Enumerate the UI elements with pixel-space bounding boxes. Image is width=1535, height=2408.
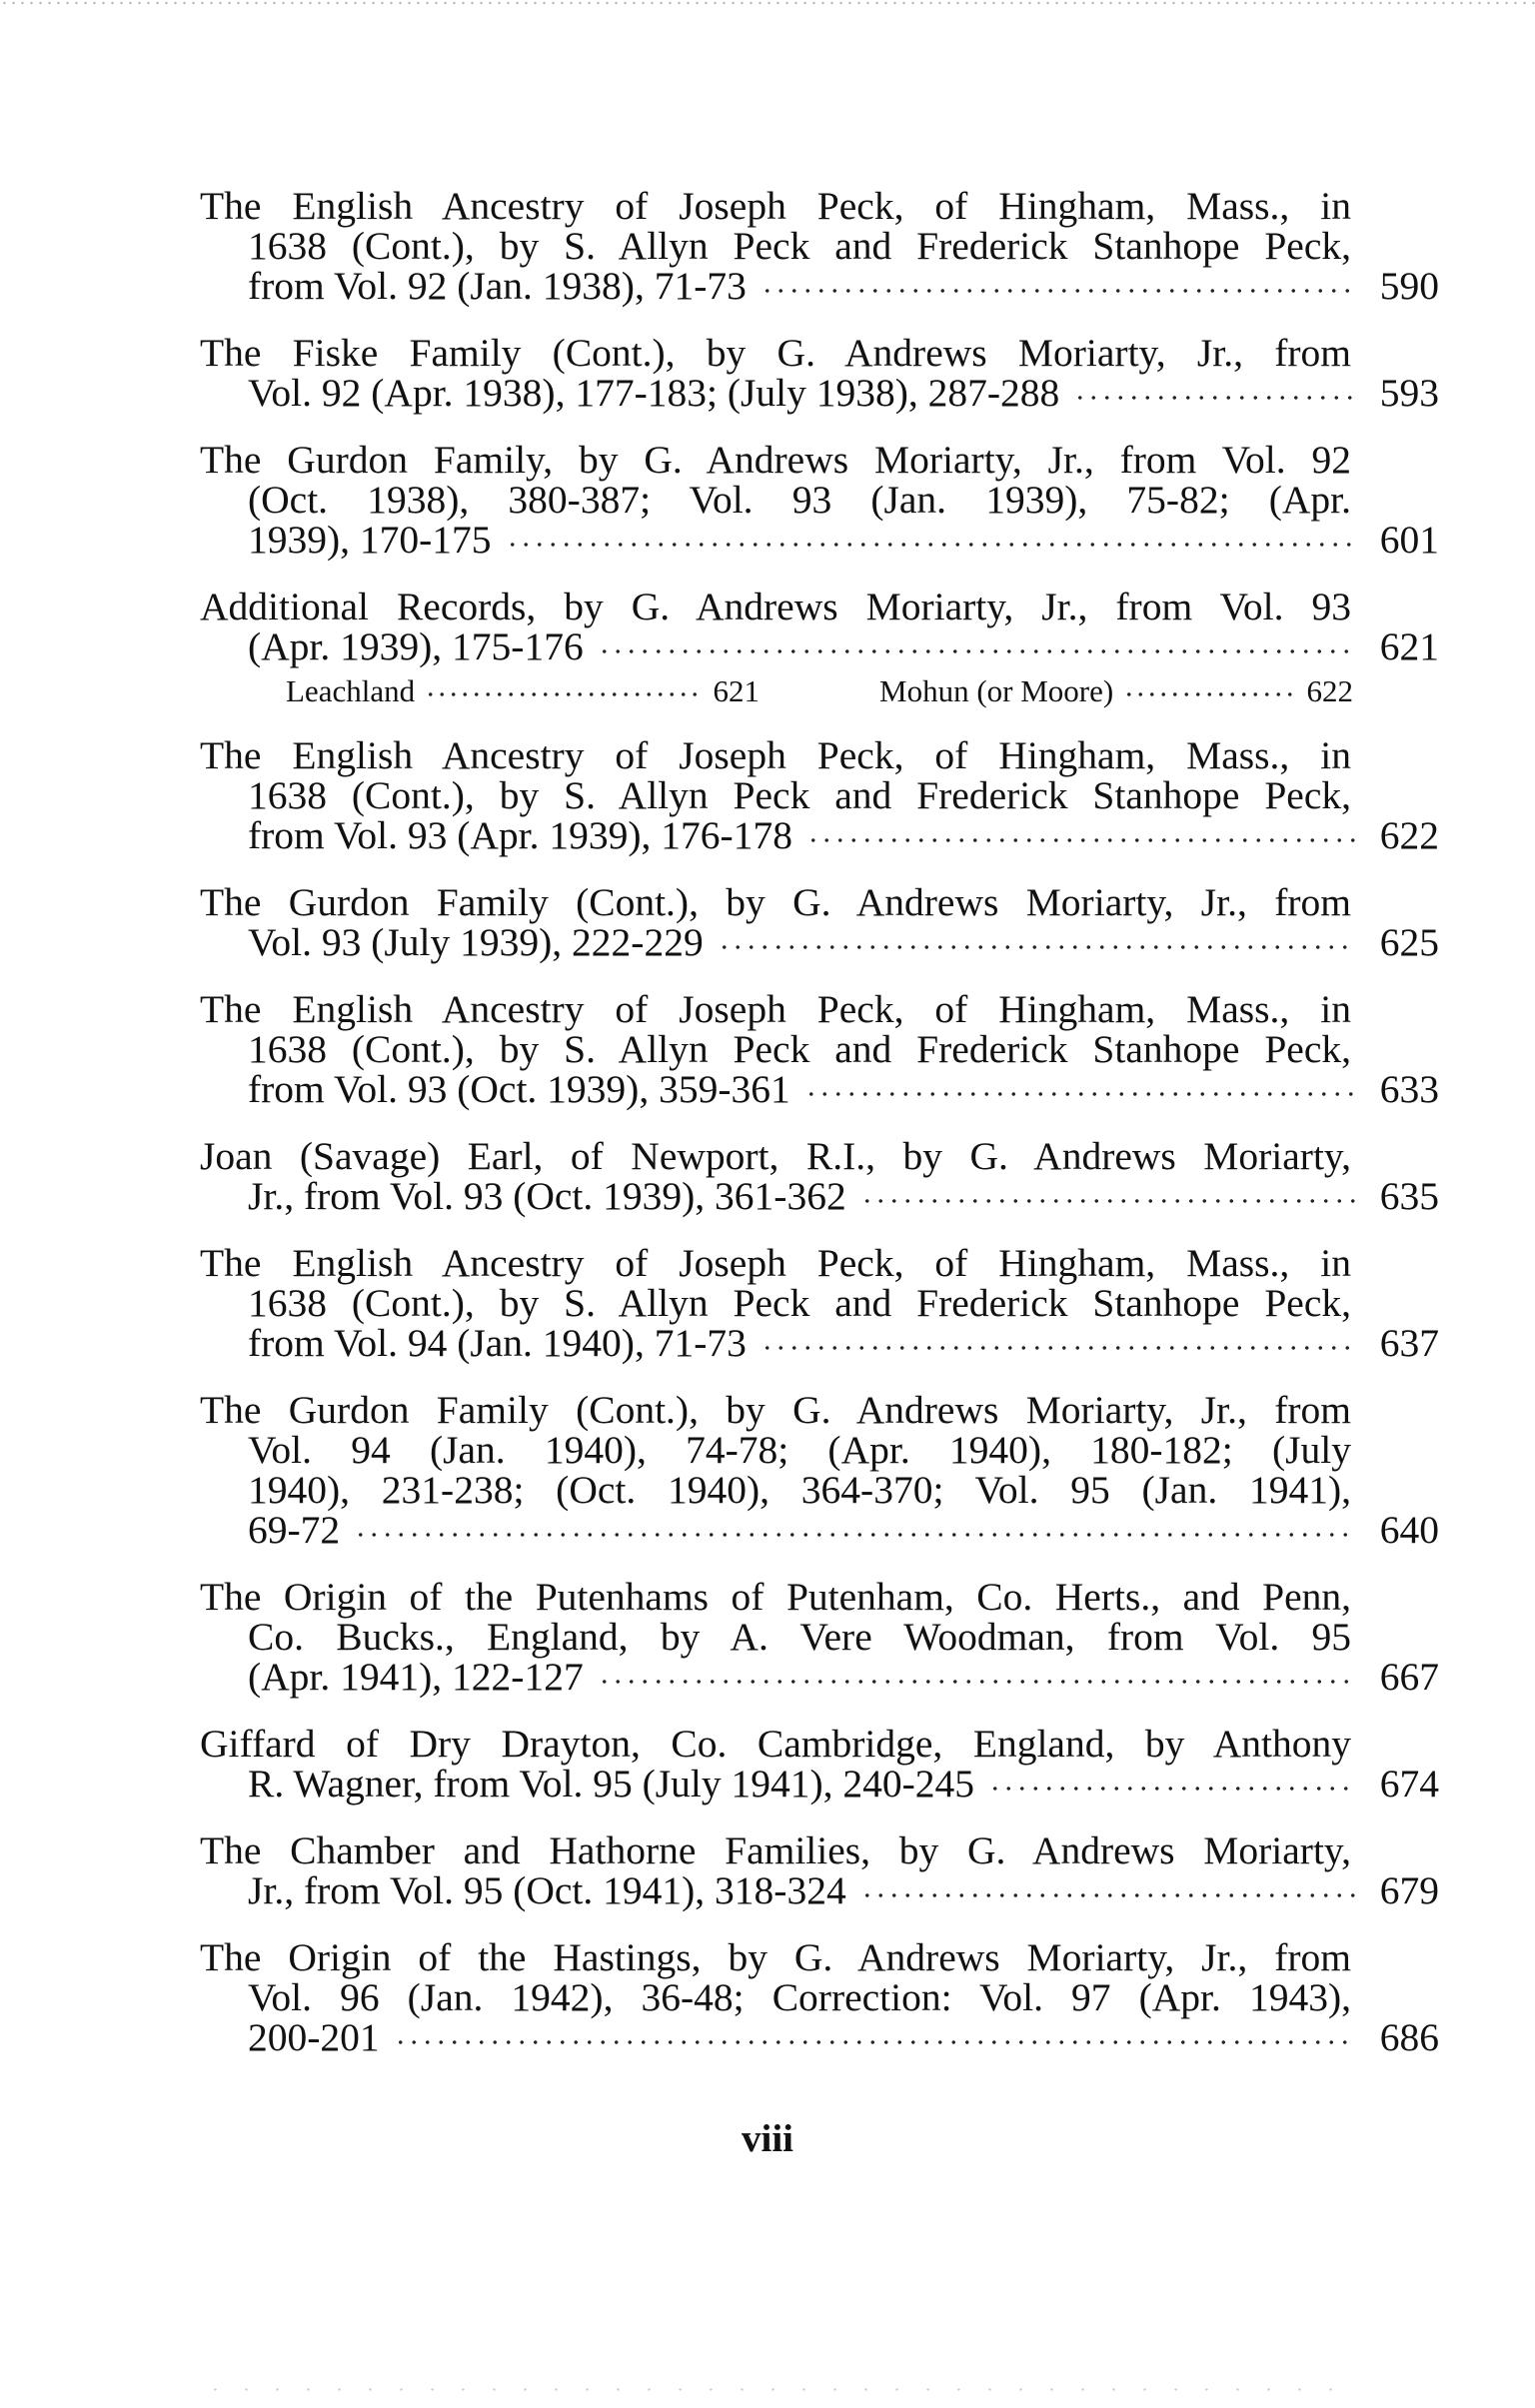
toc-entry-text: (Apr. 1941), 122-127 xyxy=(248,1655,584,1699)
toc-entry xyxy=(200,1243,1439,1363)
toc-entry xyxy=(200,1830,1439,1910)
dot-leader xyxy=(506,528,1355,552)
toc-entry-text: (Oct. 1938), 380-387; Vol. 93 (Jan. 1939), 75-82; (Apr. xyxy=(248,478,1351,522)
toc-entry-line xyxy=(200,2017,1439,2057)
dot-leader xyxy=(354,1518,1355,1542)
toc-entry-line xyxy=(200,1617,1351,1657)
toc-entry-line xyxy=(200,226,1351,266)
toc-page-number: 667 xyxy=(1379,1655,1439,1699)
toc-entry xyxy=(200,735,1439,855)
toc-entry-line xyxy=(200,1870,1439,1910)
toc-entry-text: The English Ancestry of Joseph Peck, of Hingham, Mass., in xyxy=(200,1241,1351,1285)
toc-entry-text: Co. Bucks., England, by A. Vere Woodman, from Vol. 95 xyxy=(248,1615,1351,1659)
toc-entry xyxy=(200,1577,1439,1697)
toc-entry-line xyxy=(200,520,1439,560)
toc-entry xyxy=(200,1937,1439,2057)
toc-entry-text: Additional Records, by G. Andrews Moriarty, Jr., from Vol. 93 xyxy=(200,585,1351,628)
toc-entry-line xyxy=(200,1937,1351,1977)
toc-page-number: 590 xyxy=(1379,264,1439,308)
toc-page-number: 686 xyxy=(1379,2015,1439,2059)
toc-entry-line xyxy=(200,1323,1439,1363)
toc-entry-line xyxy=(200,1724,1351,1764)
dot-leader xyxy=(425,682,703,700)
toc-entry-text: The Gurdon Family (Cont.), by G. Andrews Moriarty, Jr., from xyxy=(200,1388,1351,1432)
dot-leader xyxy=(761,1331,1355,1355)
toc-entry-line xyxy=(200,989,1351,1029)
dot-leader xyxy=(804,1077,1355,1101)
toc-page-number: 601 xyxy=(1379,518,1439,562)
toc-subentry-label: Leachland xyxy=(286,673,416,708)
toc-entry-text: 69-72 xyxy=(248,1508,341,1552)
toc-entry xyxy=(200,587,1439,708)
toc-entry-line xyxy=(200,735,1351,775)
toc-entry-line xyxy=(200,882,1351,922)
dot-leader xyxy=(988,1772,1355,1796)
toc-entry-line xyxy=(200,1243,1351,1283)
toc-entry-line xyxy=(200,1977,1351,2017)
toc-entry-text: The Origin of the Hastings, by G. Andrews Moriarty, Jr., from xyxy=(200,1935,1351,1979)
toc-entry-text: The English Ancestry of Joseph Peck, of Hingham, Mass., in xyxy=(200,184,1351,228)
toc-entry-text: The Origin of the Putenhams of Putenham, Co. Herts., and Penn, xyxy=(200,1575,1351,1619)
toc-entry-text: Jr., from Vol. 95 (Oct. 1941), 318-324 xyxy=(248,1868,846,1912)
dot-leader xyxy=(598,1665,1355,1689)
toc-entry-text: 1940), 231-238; (Oct. 1940), 364-370; Vol. 95 (Jan. 1941), xyxy=(248,1468,1351,1512)
toc-entry-line xyxy=(200,1830,1351,1870)
toc-entry xyxy=(200,1390,1439,1550)
scan-artifact-top xyxy=(0,0,1535,6)
toc-entry-line xyxy=(200,186,1351,226)
dot-leader xyxy=(860,1184,1355,1208)
toc-entry-text: Vol. 93 (July 1939), 222-229 xyxy=(248,920,704,964)
toc-page-number: 637 xyxy=(1379,1321,1439,1365)
toc-entry-line xyxy=(200,1764,1439,1804)
dot-leader xyxy=(860,1878,1355,1902)
toc-entry-text: 1939), 170-175 xyxy=(248,518,492,562)
toc-entry-line xyxy=(200,1430,1351,1470)
toc-entry-line xyxy=(200,1069,1439,1109)
toc-page-number: 679 xyxy=(1379,1868,1439,1912)
toc-page-number: 593 xyxy=(1379,371,1439,415)
toc-entry-line xyxy=(200,440,1351,480)
toc-entry xyxy=(200,882,1439,962)
toc-entry-line xyxy=(200,1657,1439,1697)
toc-page-number: 640 xyxy=(1379,1508,1439,1552)
toc-entry xyxy=(200,333,1439,413)
toc-entry-text: Joan (Savage) Earl, of Newport, R.I., by G. Andrews Moriarty, xyxy=(200,1134,1351,1178)
toc-entry-text: 200-201 xyxy=(248,2015,380,2059)
dot-leader xyxy=(761,274,1355,298)
dot-leader xyxy=(1123,682,1296,700)
toc-entry-text: 1638 (Cont.), by S. Allyn Peck and Frederick Stanhope Peck, xyxy=(248,1027,1351,1071)
toc-entry-line xyxy=(200,815,1439,855)
toc-entry-text: from Vol. 93 (Oct. 1939), 359-361 xyxy=(248,1067,790,1111)
toc-entry-text: 1638 (Cont.), by S. Allyn Peck and Frederick Stanhope Peck, xyxy=(248,224,1351,268)
toc-entry-line xyxy=(200,587,1351,626)
toc-entry-text: from Vol. 93 (Apr. 1939), 176-178 xyxy=(248,813,792,857)
toc-entry xyxy=(200,989,1439,1109)
toc-entry-text: The English Ancestry of Joseph Peck, of Hingham, Mass., in xyxy=(200,733,1351,777)
toc-entry-text: Jr., from Vol. 93 (Oct. 1939), 361-362 xyxy=(248,1174,846,1218)
page-footer-numeral: viii xyxy=(741,2117,793,2160)
toc-entry-line xyxy=(200,266,1439,306)
toc-entry-text: The Fiske Family (Cont.), by G. Andrews Moriarty, Jr., from xyxy=(200,331,1351,375)
toc-subentry xyxy=(879,674,1353,708)
table-of-contents xyxy=(200,186,1439,2084)
toc-entry-text: The English Ancestry of Joseph Peck, of Hingham, Mass., in xyxy=(200,987,1351,1031)
scan-artifact-bottom xyxy=(200,2387,1349,2392)
dot-leader xyxy=(598,634,1355,658)
toc-page-number: 635 xyxy=(1379,1174,1439,1218)
toc-subentry-page-number: 621 xyxy=(713,673,760,708)
toc-subentry-page-number: 622 xyxy=(1306,673,1353,708)
dot-leader xyxy=(718,930,1355,954)
toc-entry-text: (Apr. 1939), 175-176 xyxy=(248,624,584,668)
toc-entry-line xyxy=(200,1283,1351,1323)
toc-entry xyxy=(200,186,1439,306)
dot-leader xyxy=(806,823,1355,847)
toc-entry-line xyxy=(200,1470,1351,1510)
toc-entry-text: Vol. 94 (Jan. 1940), 74-78; (Apr. 1940), 180-182; (July xyxy=(248,1428,1351,1472)
toc-entry-line xyxy=(200,922,1439,962)
toc-entry-text: from Vol. 92 (Jan. 1938), 71-73 xyxy=(248,264,747,308)
toc-entry-text: The Gurdon Family, by G. Andrews Moriarty, Jr., from Vol. 92 xyxy=(200,438,1351,482)
toc-subentries xyxy=(200,674,1353,708)
toc-entry-line xyxy=(200,775,1351,815)
toc-entry-text: The Chamber and Hathorne Families, by G. Andrews Moriarty, xyxy=(200,1828,1351,1872)
toc-entry-line xyxy=(200,373,1439,413)
toc-entry-text: The Gurdon Family (Cont.), by G. Andrews Moriarty, Jr., from xyxy=(200,880,1351,924)
toc-entry-line xyxy=(200,1136,1351,1176)
toc-page-number: 674 xyxy=(1379,1762,1439,1806)
toc-entry-text: 1638 (Cont.), by S. Allyn Peck and Frederick Stanhope Peck, xyxy=(248,1281,1351,1325)
toc-entry-line xyxy=(200,1577,1351,1617)
toc-entry-text: 1638 (Cont.), by S. Allyn Peck and Frederick Stanhope Peck, xyxy=(248,773,1351,817)
toc-page-number: 633 xyxy=(1379,1067,1439,1111)
toc-subentry xyxy=(286,674,760,708)
toc-entry-text: Vol. 96 (Jan. 1942), 36-48; Correction: Vol. 97 (Apr. 1943), xyxy=(248,1975,1351,2019)
toc-entry-text: R. Wagner, from Vol. 95 (July 1941), 240-245 xyxy=(248,1762,975,1806)
toc-entry-text: Giffard of Dry Drayton, Co. Cambridge, England, by Anthony xyxy=(200,1722,1351,1766)
toc-entry-line xyxy=(200,1029,1351,1069)
toc-page-number: 625 xyxy=(1379,920,1439,964)
toc-entry xyxy=(200,1724,1439,1804)
toc-entry-line xyxy=(200,1390,1351,1430)
toc-entry xyxy=(200,1136,1439,1216)
toc-entry-text: from Vol. 94 (Jan. 1940), 71-73 xyxy=(248,1321,747,1365)
toc-subentry-label: Mohun (or Moore) xyxy=(879,673,1114,708)
dot-leader xyxy=(1073,381,1355,405)
toc-entry-line xyxy=(200,480,1351,520)
toc-entry-line xyxy=(200,1510,1439,1550)
toc-page-number: 622 xyxy=(1379,813,1439,857)
toc-entry xyxy=(200,440,1439,560)
toc-entry-line xyxy=(200,333,1351,373)
toc-entry-line xyxy=(200,1176,1439,1216)
toc-entry-line xyxy=(200,626,1439,666)
toc-page-number: 621 xyxy=(1379,624,1439,668)
toc-entry-text: Vol. 92 (Apr. 1938), 177-183; (July 1938), 287-288 xyxy=(248,371,1060,415)
dot-leader xyxy=(394,2025,1355,2049)
